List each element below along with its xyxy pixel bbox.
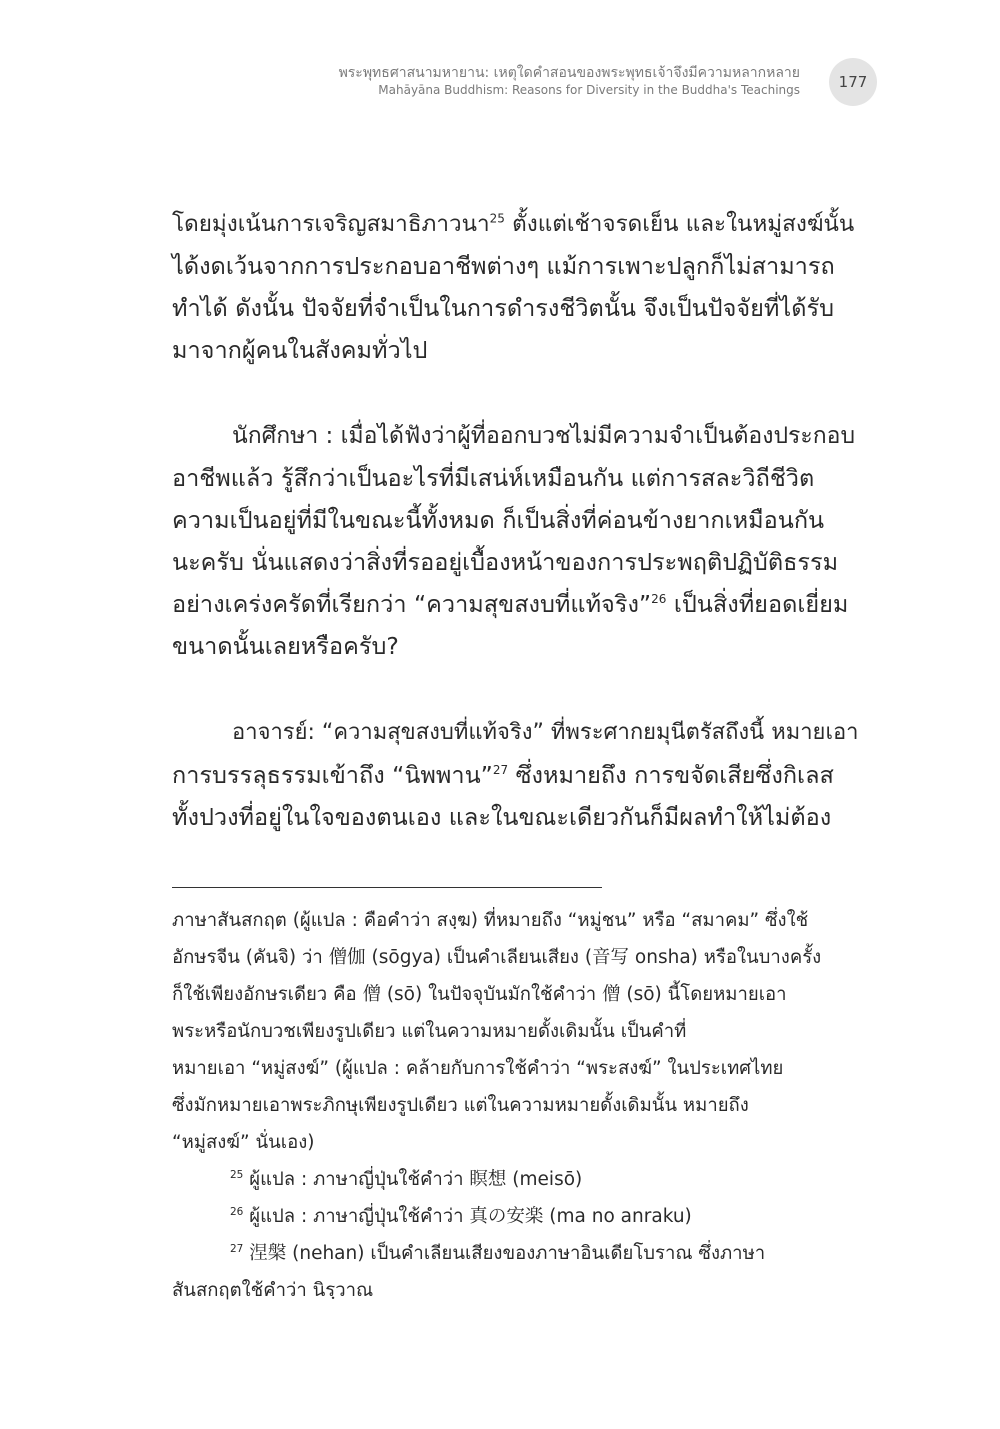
text-line: มาจากผู้คนในสังคมทั่วไป bbox=[172, 336, 428, 364]
text-line: ได้งดเว้นจากการประกอบอาชีพต่างๆ แม้การเพาะปลูกก็ไม่สามารถ bbox=[172, 252, 835, 280]
text-line: อาจารย์: “ความสุขสงบที่แท้จริง” ที่พระศากยมุนีตรัสถึงนี้ หมายเอา bbox=[232, 720, 859, 745]
text-line: นักศึกษา : เมื่อได้ฟังว่าผู้ที่ออกบวชไม่มีความจำเป็นต้องประกอบ bbox=[232, 423, 856, 449]
footnote-number: 25 bbox=[230, 1168, 244, 1181]
footnote-line: “หมู่สงฆ์” นั่นเอง) bbox=[172, 1132, 315, 1153]
footnote-number: 27 bbox=[230, 1242, 244, 1255]
page-number: 177 bbox=[829, 58, 877, 106]
header-title-english: Mahāyāna Buddhism: Reasons for Diversity in the Buddha's Teachings bbox=[378, 83, 800, 97]
footnote-25: $^{25}$ ผู้แปล : ภาษาญี่ปุ่นใช้คำว่า 瞑想 (meisō) bbox=[230, 1168, 583, 1190]
footnote-divider bbox=[172, 887, 602, 888]
text-line: ทำได้ ดังนั้น ปัจจัยที่จำเป็นในการดำรงชีวิตนั้น จึงเป็นปัจจัยที่ได้รับ bbox=[172, 294, 835, 322]
text-line: อาชีพแล้ว รู้สึกว่าเป็นอะไรที่มีเสน่ห์เหมือนกัน แต่การสละวิถีชีวิต bbox=[172, 464, 815, 492]
footnote-line: ภาษาสันสกฤต (ผู้แปล : คือคำว่า สงฺฆ) ที่หมายถึง “หมู่ชน” หรือ “สมาคม” ซึ่งใช้ bbox=[172, 910, 809, 931]
body-paragraph-1 bbox=[172, 203, 860, 371]
text-line: ทั้งปวงที่อยู่ในใจของตนเอง และในขณะเดียวกันก็มีผลทำให้ไม่ต้อง bbox=[172, 803, 832, 831]
running-header bbox=[280, 64, 800, 99]
text-line: การบรรลุธรรมเข้าถึง “นิพพาน”$^{27}$ ซึ่งหมายถึง การขจัดเสียซึ่งกิเลส bbox=[172, 761, 834, 789]
text-line: โดยมุ่งเน้นการเจริญสมาธิภาวนา$^{25}$ ตั้งแต่เช้าจรดเย็น และในหมู่สงฆ์นั้น bbox=[172, 211, 855, 237]
footnote-ref-27: 27 bbox=[492, 763, 509, 778]
text-line: ขนาดนั้นเลยหรือครับ? bbox=[172, 632, 399, 660]
text-line: ความเป็นอยู่ที่มีในขณะนี้ทั้งหมด ก็เป็นสิ่งที่ค่อนข้างยากเหมือนกัน bbox=[172, 506, 825, 534]
text-line: อย่างเคร่งครัดที่เรียกว่า “ความสุขสงบที่แท้จริง”$^{26}$ เป็นสิ่งที่ยอดเยี่ยม bbox=[172, 590, 849, 618]
footnote-27: $^{27}$ 涅槃 (nehan) เป็นคำเลียนเสียงของภาษาอินเดียโบราณ ซึ่งภาษา bbox=[230, 1242, 766, 1264]
footnote-line: ก็ใช้เพียงอักษรเดียว คือ 僧 (sō) ในปัจจุบันมักใช้คำว่า 僧 (sō) นี้โดยหมายเอา bbox=[172, 984, 787, 1005]
footnote-ref-26: 26 bbox=[651, 592, 667, 607]
header-title-thai: พระพุทธศาสนามหายาน: เหตุใดคำสอนของพระพุทธเจ้าจึงมีความหลากหลาย bbox=[338, 65, 800, 81]
body-paragraph-3 bbox=[172, 712, 860, 838]
footnote-line: พระหรือนักบวชเพียงรูปเดียว แต่ในความหมายดั้งเดิมนั้น เป็นคำที่ bbox=[172, 1021, 687, 1042]
footnote-line: อักษรจีน (คันจิ) ว่า 僧伽 (sōgya) เป็นคำเลียนเสียง (音写 onsha) หรือในบางครั้ง bbox=[172, 947, 822, 968]
body-paragraph-2 bbox=[172, 415, 860, 667]
footnote-26: $^{26}$ ผู้แปล : ภาษาญี่ปุ่นใช้คำว่า 真の安楽 (ma no anraku) bbox=[230, 1205, 692, 1227]
footnote-ref-25: 25 bbox=[489, 211, 505, 226]
text-line: นะครับ นั่นแสดงว่าสิ่งที่รออยู่เบื้องหน้าของการประพฤติปฏิบัติธรรม bbox=[172, 548, 839, 576]
footnote-line: ซึ่งมักหมายเอาพระภิกษุเพียงรูปเดียว แต่ในความหมายดั้งเดิมนั้น หมายถึง bbox=[172, 1095, 749, 1116]
footnote-line: หมายเอา “หมู่สงฆ์” (ผู้แปล : คล้ายกับการใช้คำว่า “พระสงฆ์” ในประเทศไทย bbox=[172, 1058, 784, 1079]
footnote-number: 26 bbox=[230, 1205, 244, 1218]
footnotes bbox=[172, 902, 860, 1309]
footnote-line: สันสกฤตใช้คำว่า นิรฺวาณ bbox=[172, 1280, 374, 1301]
